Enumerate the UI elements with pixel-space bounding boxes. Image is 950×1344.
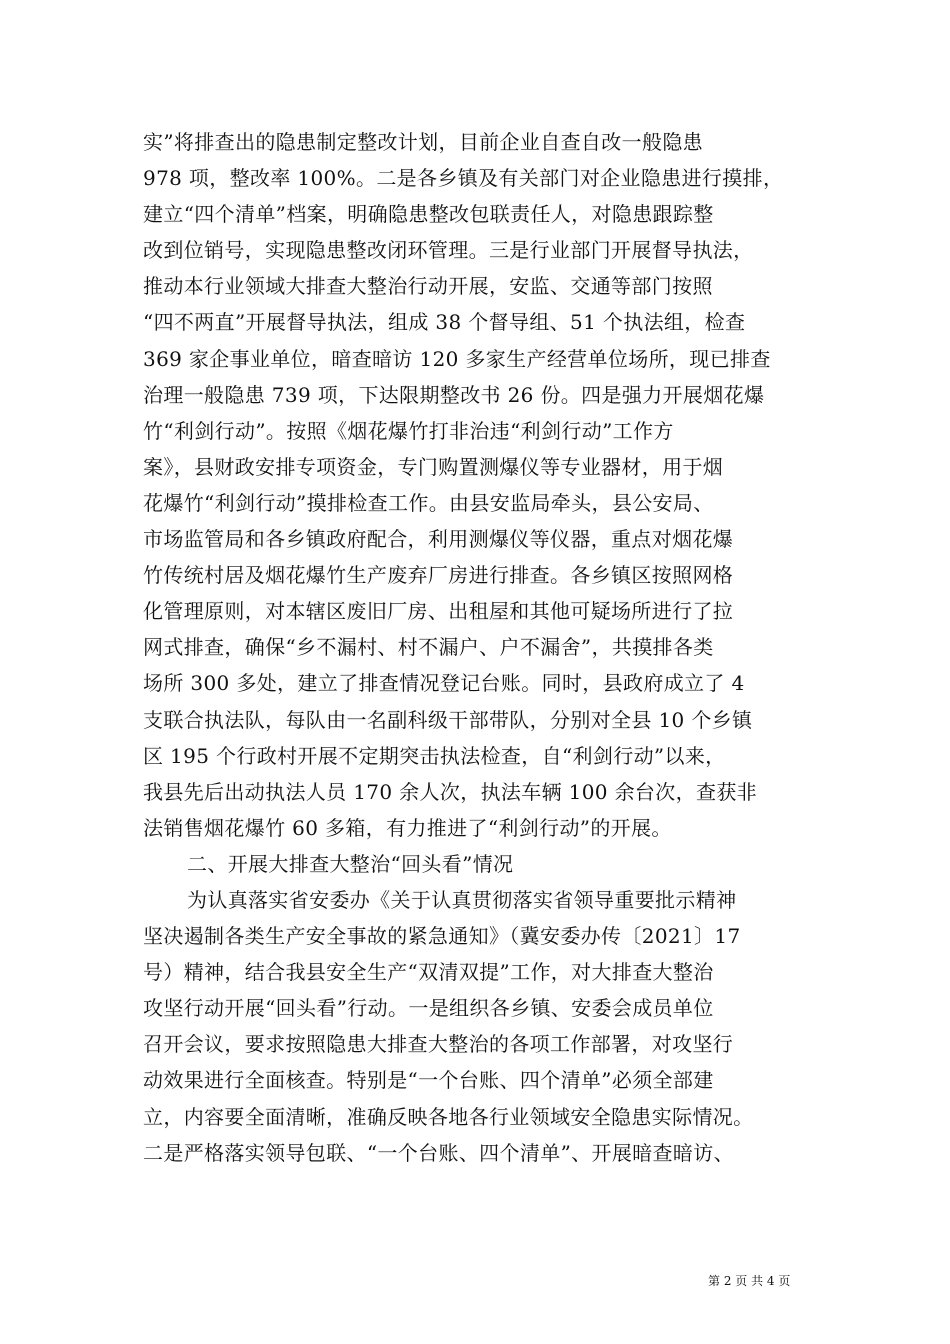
text-line: 建立“四个清单”档案，明确隐患整改包联责任人，对隐患跟踪整 bbox=[143, 202, 714, 227]
text-line: 市场监管局和各乡镇政府配合，利用测爆仪等仪器，重点对烟花爆 bbox=[143, 527, 734, 552]
text-line: 治理一般隐患 739 项，下达限期整改书 26 份。四是强力开展烟花爆 bbox=[143, 382, 765, 407]
page-number: 第 2 页 共 4 页 bbox=[708, 1274, 791, 1288]
text-line: 化管理原则，对本辖区废旧厂房、出租屋和其他可疑场所进行了拉 bbox=[143, 599, 734, 624]
text-line: 攻坚行动开展“回头看”行动。一是组织各乡镇、安委会成员单位 bbox=[143, 996, 714, 1021]
text-line: 坚决遏制各类生产安全事故的紧急通知》（冀安委办传〔2021〕17 bbox=[143, 924, 741, 949]
text-line: 号）精神，结合我县安全生产“双清双提”工作，对大排查大整治 bbox=[143, 960, 714, 985]
text-line: 案》，县财政安排专项资金，专门购置测爆仪等专业器材，用于烟 bbox=[143, 454, 724, 479]
text-line: 推动本行业领域大排查大整治行动开展，安监、交通等部门按照 bbox=[143, 274, 713, 299]
text-line: 动效果进行全面核查。特别是“一个台账、四个清单”必须全部建 bbox=[143, 1068, 714, 1093]
text-line: 978 项，整改率 100%。二是各乡镇及有关部门对企业隐患进行摸排， bbox=[143, 166, 784, 191]
text-line: 我县先后出动执法人员 170 余人次，执法车辆 100 余台次，查获非 bbox=[143, 779, 758, 804]
text-line: 369 家企事业单位，暗查暗访 120 多家生产经营单位场所，现已排查 bbox=[143, 346, 771, 371]
text-line: 改到位销号，实现隐患整改闭环管理。三是行业部门开展督导执法， bbox=[143, 238, 754, 263]
text-line: 区 195 个行政村开展不定期突击执法检查，自“利剑行动”以来， bbox=[143, 743, 726, 768]
section-heading: 二、开展大排查大整治“回头看”情况 bbox=[187, 851, 514, 876]
text-line: 竹“利剑行动”。按照《烟花爆竹打非治违“利剑行动”工作方 bbox=[143, 418, 674, 443]
text-line: “四不两直”开展督导执法，组成 38 个督导组、51 个执法组，检查 bbox=[143, 310, 746, 335]
text-line: 法销售烟花爆竹 60 多箱，有力推进了“利剑行动”的开展。 bbox=[143, 815, 672, 840]
body-text bbox=[143, 124, 813, 1171]
text-line: 网式排查，确保“乡不漏村、村不漏户、户不漏舍”，共摸排各类 bbox=[143, 635, 714, 660]
text-line: 实”将排查出的隐患制定整改计划，目前企业自查自改一般隐患 bbox=[143, 130, 704, 154]
text-line: 立，内容要全面清晰，准确反映各地各行业领域安全隐患实际情况。 bbox=[143, 1104, 754, 1129]
text-line: 召开会议，要求按照隐患大排查大整治的各项工作部署，对攻坚行 bbox=[143, 1032, 734, 1057]
text-line: 花爆竹“利剑行动”摸排检查工作。由县安监局牵头，县公安局、 bbox=[143, 490, 714, 515]
text-line: 支联合执法队，每队由一名副科级干部带队，分别对全县 10 个乡镇 bbox=[143, 707, 753, 732]
text-line: 场所 300 多处，建立了排查情况登记台账。同时，县政府成立了 4 bbox=[143, 671, 745, 696]
text-line: 为认真落实省安委办《关于认真贯彻落实省领导重要批示精神 bbox=[187, 887, 737, 912]
text-line: 二是严格落实领导包联、“一个台账、四个清单”、开展暗查暗访、 bbox=[143, 1140, 734, 1165]
text-line: 竹传统村居及烟花爆竹生产废弃厂房进行排查。各乡镇区按照网格 bbox=[143, 563, 734, 588]
